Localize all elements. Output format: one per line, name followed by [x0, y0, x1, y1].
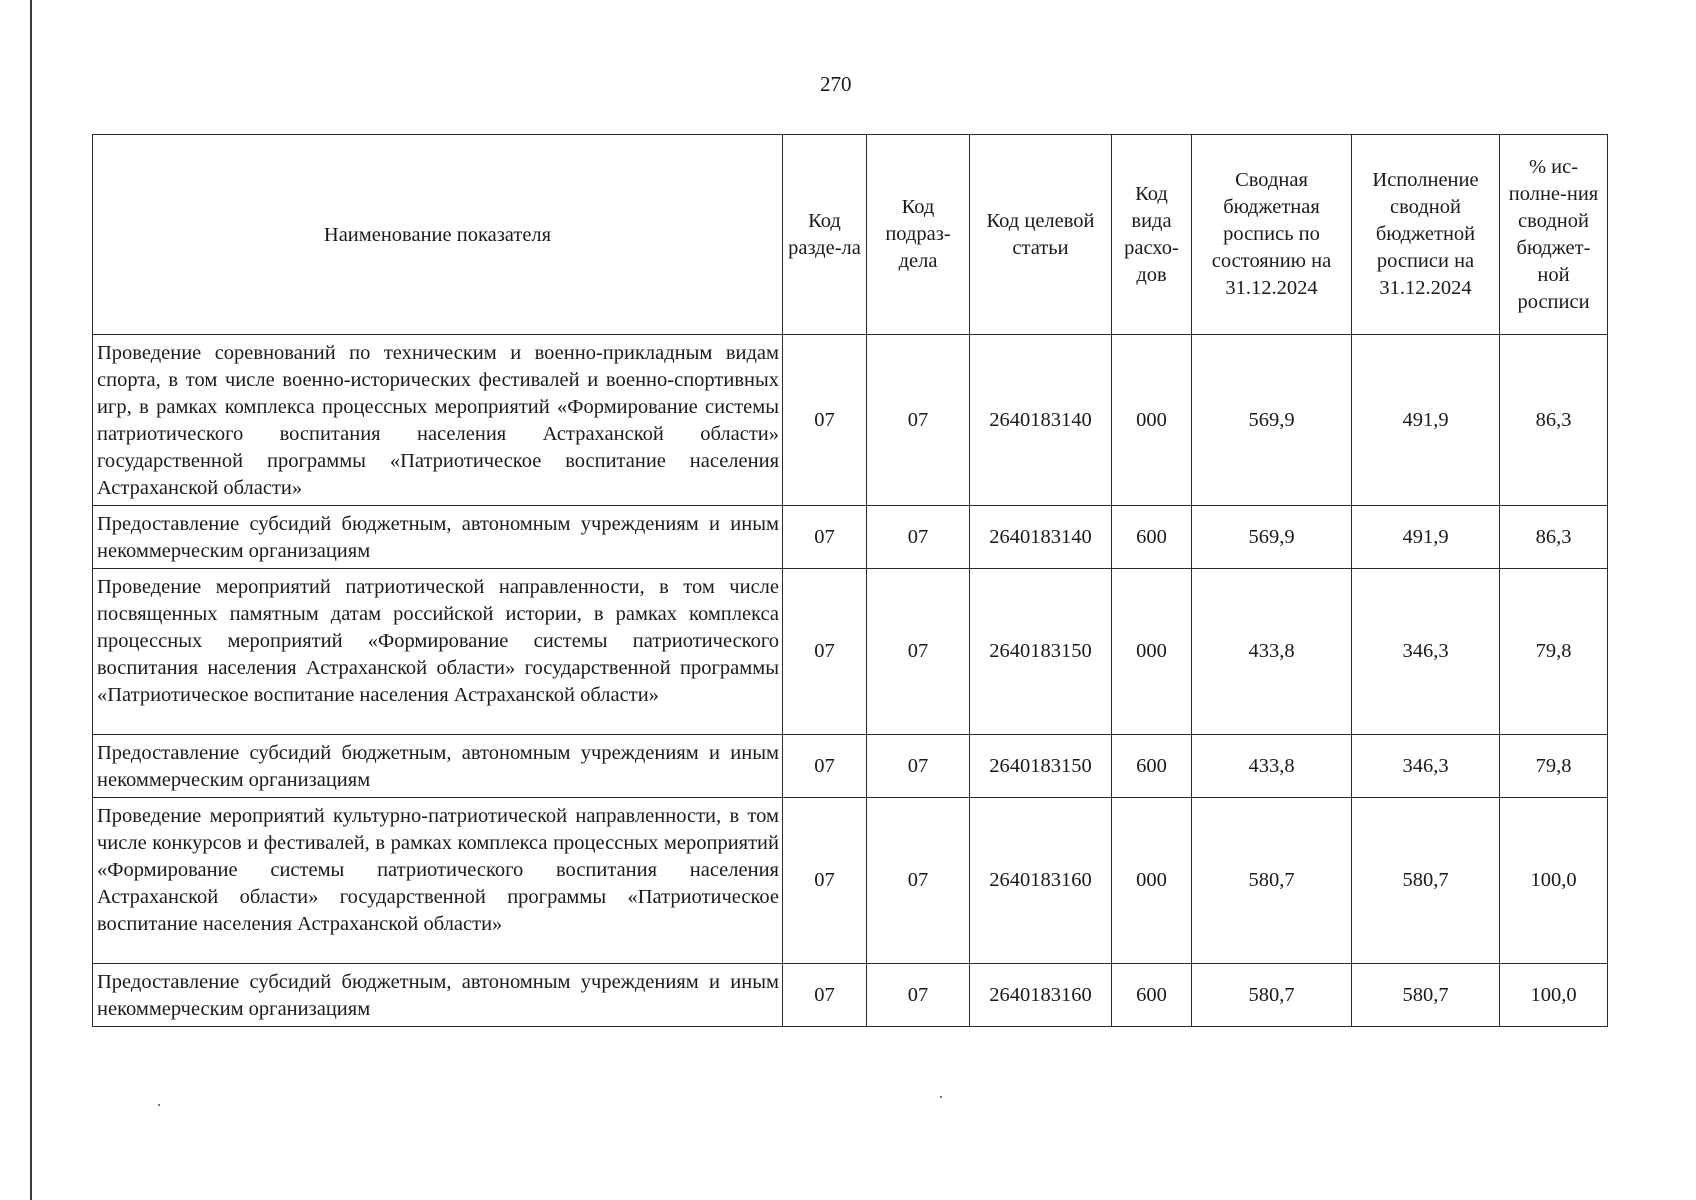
scan-left-edge: [30, 0, 32, 1200]
table-header-row: [93, 135, 1608, 335]
header-subsection-code: Код подраз-дела: [867, 135, 970, 335]
expense-type-code-cell: 600: [1112, 964, 1192, 1027]
budget-plan-cell: 580,7: [1192, 964, 1352, 1027]
execution-percent-cell: 86,3: [1500, 335, 1608, 506]
budget-plan-cell: 580,7: [1192, 798, 1352, 964]
scan-speck: [158, 1104, 160, 1106]
budget-execution-cell: 580,7: [1352, 964, 1500, 1027]
expense-type-code-cell: 000: [1112, 569, 1192, 735]
budget-plan-cell: 569,9: [1192, 506, 1352, 569]
table-row: [93, 335, 1608, 506]
execution-percent-cell: 100,0: [1500, 798, 1608, 964]
target-article-code-cell: 2640183150: [970, 569, 1112, 735]
subsection-code-cell: 07: [867, 735, 970, 798]
subsection-code-cell: 07: [867, 569, 970, 735]
budget-execution-cell: 580,7: [1352, 798, 1500, 964]
indicator-name-cell: Предоставление субсидий бюджетным, автономным учреждениям и иным некоммерческим организациям: [93, 735, 783, 798]
indicator-name-cell: Предоставление субсидий бюджетным, автономным учреждениям и иным некоммерческим организациям: [93, 964, 783, 1027]
table-body: [93, 335, 1608, 1027]
header-expense-type-code: Код вида расхо-дов: [1112, 135, 1192, 335]
header-indicator-name: Наименование показателя: [93, 135, 783, 335]
section-code-cell: 07: [783, 569, 867, 735]
execution-percent-cell: 79,8: [1500, 569, 1608, 735]
budget-execution-cell: 346,3: [1352, 735, 1500, 798]
expense-type-code-cell: 000: [1112, 335, 1192, 506]
target-article-code-cell: 2640183150: [970, 735, 1112, 798]
section-code-cell: 07: [783, 335, 867, 506]
budget-execution-cell: 491,9: [1352, 335, 1500, 506]
budget-execution-cell: 346,3: [1352, 569, 1500, 735]
target-article-code-cell: 2640183140: [970, 506, 1112, 569]
header-budget-plan: Сводная бюджетная роспись по состоянию на 31.12.2024: [1192, 135, 1352, 335]
page-number: 270: [820, 72, 852, 96]
header-budget-execution: Исполнение сводной бюджетной росписи на 31.12.2024: [1352, 135, 1500, 335]
header-execution-percent: % ис-полне-ния сводной бюджет-ной росписи: [1500, 135, 1608, 335]
section-code-cell: 07: [783, 964, 867, 1027]
budget-execution-cell: 491,9: [1352, 506, 1500, 569]
subsection-code-cell: 07: [867, 506, 970, 569]
table-row: [93, 735, 1608, 798]
section-code-cell: 07: [783, 506, 867, 569]
table-row: [93, 964, 1608, 1027]
expense-type-code-cell: 600: [1112, 506, 1192, 569]
target-article-code-cell: 2640183140: [970, 335, 1112, 506]
execution-percent-cell: 100,0: [1500, 964, 1608, 1027]
scan-speck: [940, 1096, 942, 1098]
indicator-name-cell: Проведение соревнований по техническим и военно-прикладным видам спорта, в том числе военно-исторических фестивалей и военно-спортивных игр, в рамках комплекса процессных мероприятий «Формирование системы патриотического воспитания населения Астраханской области» государственной программы «Патриотическое воспитание населения Астраханской области»: [93, 335, 783, 506]
budget-execution-table: [92, 134, 1608, 1027]
section-code-cell: 07: [783, 735, 867, 798]
budget-plan-cell: 569,9: [1192, 335, 1352, 506]
header-target-article-code: Код целевой статьи: [970, 135, 1112, 335]
expense-type-code-cell: 600: [1112, 735, 1192, 798]
indicator-name-cell: Предоставление субсидий бюджетным, автономным учреждениям и иным некоммерческим организациям: [93, 506, 783, 569]
execution-percent-cell: 86,3: [1500, 506, 1608, 569]
execution-percent-cell: 79,8: [1500, 735, 1608, 798]
table-row: [93, 506, 1608, 569]
table-row: [93, 569, 1608, 735]
indicator-name-cell: Проведение мероприятий патриотической направленности, в том числе посвященных памятным датам российской истории, в рамках комплекса процессных мероприятий «Формирование системы патриотического воспитания населения Астраханской области» государственной программы «Патриотическое воспитание населения Астраханской области»: [93, 569, 783, 735]
header-section-code: Код разде-ла: [783, 135, 867, 335]
expense-type-code-cell: 000: [1112, 798, 1192, 964]
subsection-code-cell: 07: [867, 964, 970, 1027]
target-article-code-cell: 2640183160: [970, 798, 1112, 964]
subsection-code-cell: 07: [867, 335, 970, 506]
subsection-code-cell: 07: [867, 798, 970, 964]
section-code-cell: 07: [783, 798, 867, 964]
table-row: [93, 798, 1608, 964]
budget-plan-cell: 433,8: [1192, 569, 1352, 735]
target-article-code-cell: 2640183160: [970, 964, 1112, 1027]
budget-plan-cell: 433,8: [1192, 735, 1352, 798]
indicator-name-cell: Проведение мероприятий культурно-патриотической направленности, в том числе конкурсов и фестивалей, в рамках комплекса процессных мероприятий «Формирование системы патриотического воспитания населения Астраханской области» государственной программы «Патриотическое воспитание населения Астраханской области»: [93, 798, 783, 964]
